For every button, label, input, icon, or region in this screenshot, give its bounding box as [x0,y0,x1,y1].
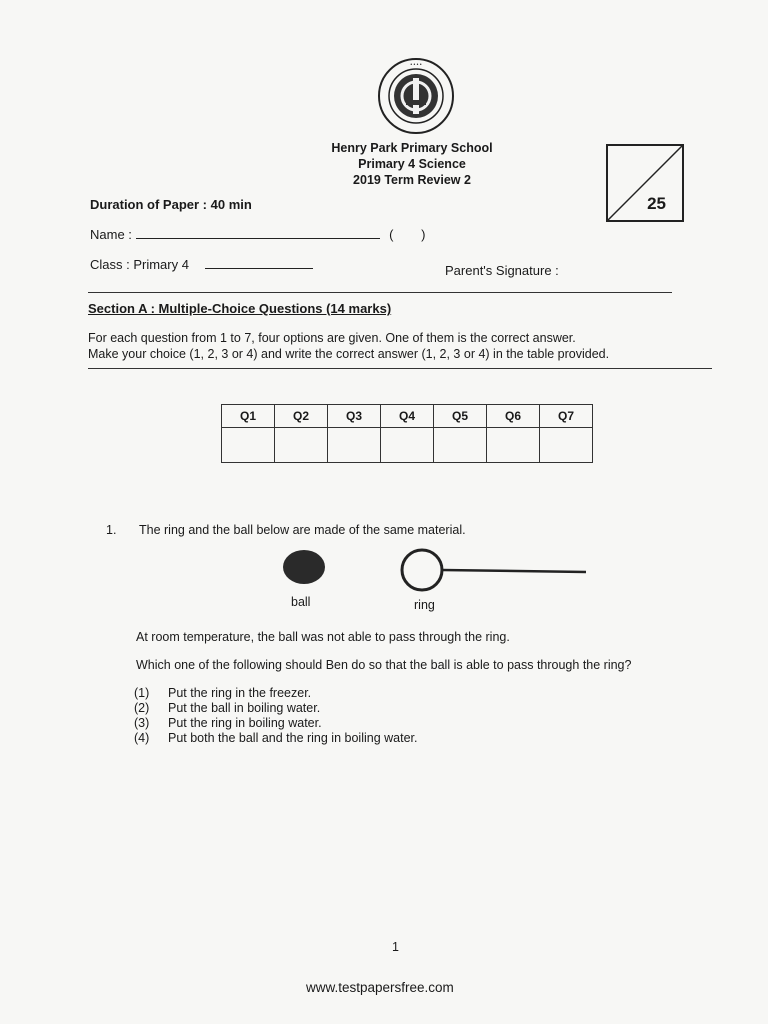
answer-cell-q1[interactable] [222,428,275,463]
answer-cell-q6[interactable] [487,428,540,463]
name-field-row [90,226,425,242]
option-2 [134,701,417,716]
option-2-text: Put the ball in boiling water. [168,701,321,715]
ring-label: ring [414,598,435,612]
question-1-number: 1. [106,523,117,537]
question-1-stem: At room temperature, the ball was not able to pass through the ring. [136,630,510,644]
section-title: Section A : Multiple-Choice Questions (14 marks) [88,301,392,316]
answer-header-q1: Q1 [222,405,275,428]
answer-cell-q5[interactable] [434,428,487,463]
school-name: Henry Park Primary School [331,141,493,155]
answer-header-q3: Q3 [328,405,381,428]
ball-shape [283,550,325,584]
answer-header-q4: Q4 [381,405,434,428]
answer-cell-q2[interactable] [275,428,328,463]
parent-signature-label: Parent's Signature : [445,263,559,278]
instruction-line-2: Make your choice (1, 2, 3 or 4) and write the correct answer (1, 2, 3 or 4) in the table provided. [88,347,610,361]
name-blank[interactable] [136,226,380,239]
page-number: 1 [392,940,399,954]
ring-handle [442,570,586,572]
instruction-line-1: For each question from 1 to 7, four options are given. One of them is the correct answer. [88,331,576,345]
option-4-number: (4) [134,731,150,745]
svg-text:• • • •: • • • • [410,62,422,68]
option-2-number: (2) [134,701,150,715]
register-open-bracket: ( [389,227,394,242]
answer-table-answer-row [222,428,593,463]
ring-shape [402,550,442,590]
duration-text: Duration of Paper : 40 min [90,197,252,212]
question-1-prompt: Which one of the following should Ben do so that the ball is able to pass through the ring? [136,658,632,672]
school-crest-logo [376,56,456,136]
answer-cell-q4[interactable] [381,428,434,463]
paper-title: 2019 Term Review 2 [353,173,471,187]
option-4 [134,731,417,746]
subject-title: Primary 4 Science [358,157,466,171]
option-4-text: Put both the ball and the ring in boiling water. [168,731,418,745]
option-3-text: Put the ring in boiling water. [168,716,322,730]
ball-label: ball [291,595,311,609]
option-3-number: (3) [134,716,150,730]
score-box [606,144,684,222]
question-1-options [134,686,417,746]
answer-table [221,404,593,463]
class-blank[interactable] [205,256,313,269]
answer-header-q7: Q7 [540,405,593,428]
option-1-text: Put the ring in the freezer. [168,686,312,700]
answer-header-q5: Q5 [434,405,487,428]
option-1-number: (1) [134,686,150,700]
register-close-bracket: ) [421,227,426,242]
answer-header-q6: Q6 [487,405,540,428]
answer-cell-q3[interactable] [328,428,381,463]
ball-ring-diagram [270,543,600,593]
answer-cell-q7[interactable] [540,428,593,463]
class-label: Class : Primary 4 [90,257,189,272]
option-3 [134,716,417,731]
total-marks: 25 [647,194,666,213]
instruction-divider [88,368,712,369]
answer-table-header-row [222,405,593,428]
footer-website[interactable]: www.testpapersfree.com [306,980,454,995]
answer-header-q2: Q2 [275,405,328,428]
header-divider [88,292,672,293]
question-1-text: The ring and the ball below are made of the same material. [139,523,466,537]
name-label: Name : [90,227,132,242]
option-1 [134,686,417,701]
class-field-row [90,256,313,272]
